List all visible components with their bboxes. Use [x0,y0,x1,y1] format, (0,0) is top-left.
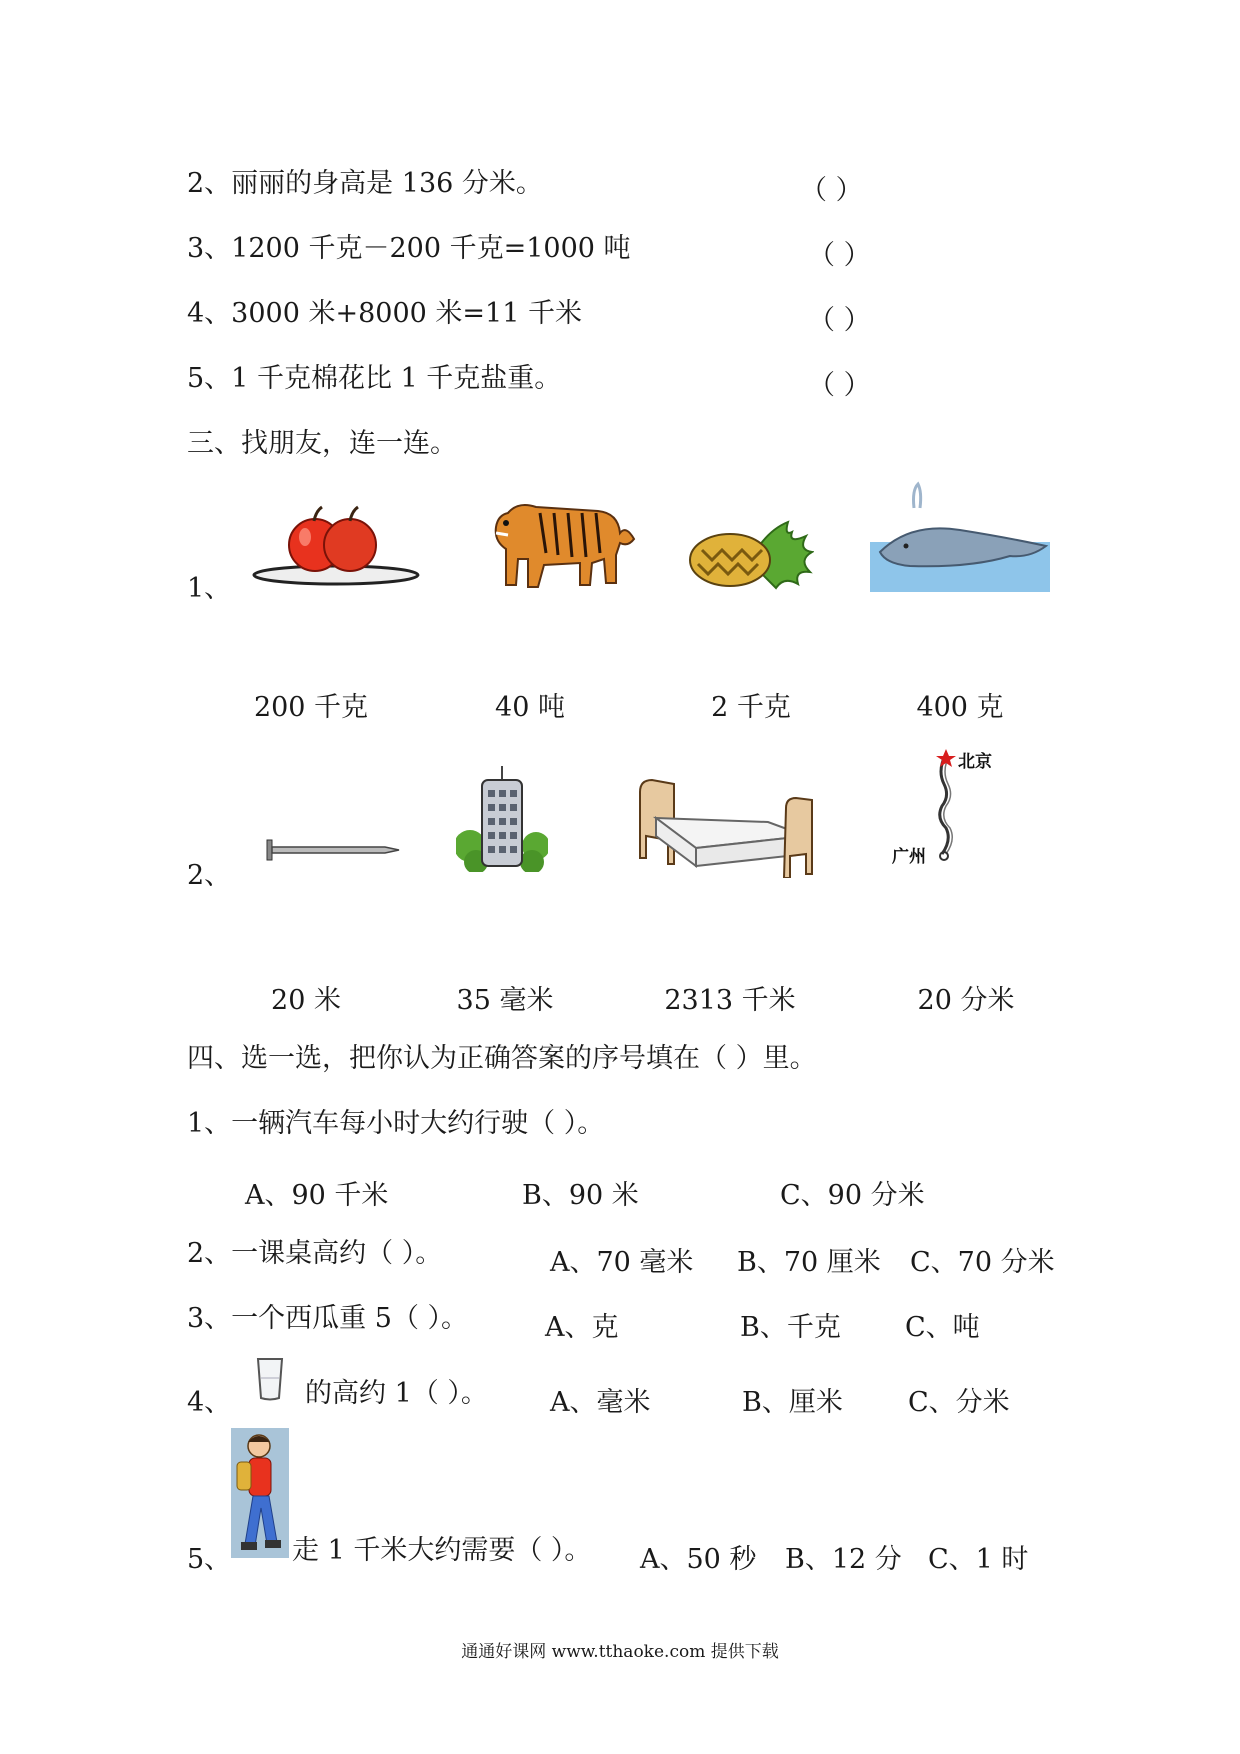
walking-boy-icon [231,1428,289,1558]
map-label-guangzhou: 广州 [892,847,926,866]
map-label-beijing: 北京 [958,752,992,772]
section4-title: 四、选一选，把你认为正确答案的序号填在（ ）里。 [187,1043,817,1074]
apple-plate-image[interactable] [250,505,422,589]
q3-option-c[interactable]: C、吨 [905,1312,980,1343]
q4-option-c[interactable]: C、分米 [908,1387,1010,1418]
q2-option-b[interactable]: B、70 厘米 [737,1247,881,1278]
row1-label-1[interactable]: 200 千克 [253,692,369,723]
row1-number: 1、 [187,573,232,604]
row2-number: 2、 [187,860,232,891]
q5-option-c[interactable]: C、1 时 [928,1544,1029,1575]
answer-paren-4[interactable]: （ ） [808,305,871,336]
judge-item-3: 3、1200 千克－200 千克=1000 吨 [187,233,631,264]
row1-label-3[interactable]: 2 千克 [711,692,791,723]
row2-label-1[interactable]: 20 米 [271,985,341,1016]
q4-option-a[interactable]: A、毫米 [550,1387,651,1418]
q3-option-a[interactable]: A、克 [545,1312,619,1343]
judge-item-5: 5、1 千克棉花比 1 千克盐重。 [187,363,562,394]
row1-label-4[interactable]: 400 克 [916,692,1004,723]
row2-label-3[interactable]: 2313 千米 [664,985,796,1016]
q2-option-c[interactable]: C、70 分米 [910,1247,1055,1278]
tiger-image[interactable] [488,493,636,589]
pineapple-image[interactable] [688,520,814,592]
judge-item-4: 4、3000 米+8000 米=11 千米 [187,298,582,329]
q3-option-b[interactable]: B、千克 [740,1312,841,1343]
row1-label-2[interactable]: 40 吨 [495,692,565,723]
q4-option-b[interactable]: B、厘米 [742,1387,843,1418]
q4-number: 4、 [187,1387,232,1418]
footer-credit: 通通好课网 www.tthaoke.com 提供下载 [461,1642,779,1662]
q5-text: 走 1 千米大约需要（ ）。 [292,1535,592,1566]
q2-text: 2、一课桌高约（ ）。 [187,1238,443,1269]
q3-text: 3、一个西瓜重 5（ ）。 [187,1303,469,1334]
answer-paren-5[interactable]: （ ） [808,370,871,401]
row2-label-2[interactable]: 35 毫米 [456,985,554,1016]
bed-image[interactable] [636,778,816,878]
row2-label-4[interactable]: 20 分米 [917,985,1015,1016]
q2-option-a[interactable]: A、70 毫米 [550,1247,694,1278]
q5-number: 5、 [187,1544,232,1575]
nail-image[interactable] [265,838,400,862]
q1-option-b[interactable]: B、90 米 [522,1180,639,1211]
q5-option-a[interactable]: A、50 秒 [640,1544,757,1575]
q5-option-b[interactable]: B、12 分 [785,1544,902,1575]
glass-icon [255,1356,285,1402]
answer-paren-3[interactable]: （ ） [808,240,871,271]
building-image[interactable] [456,766,548,872]
q4-text: 的高约 1（ ）。 [305,1378,488,1409]
q1-option-a[interactable]: A、90 千米 [245,1180,389,1211]
whale-image[interactable] [870,480,1050,592]
q1-option-c[interactable]: C、90 分米 [780,1180,925,1211]
section3-title: 三、找朋友，连一连。 [187,428,457,459]
q1-text: 1、一辆汽车每小时大约行驶（ ）。 [187,1108,605,1139]
map-image[interactable] [888,748,1008,866]
judge-item-2: 2、丽丽的身高是 136 分米。 [187,168,543,199]
answer-paren-2[interactable]: （ ） [800,175,863,206]
